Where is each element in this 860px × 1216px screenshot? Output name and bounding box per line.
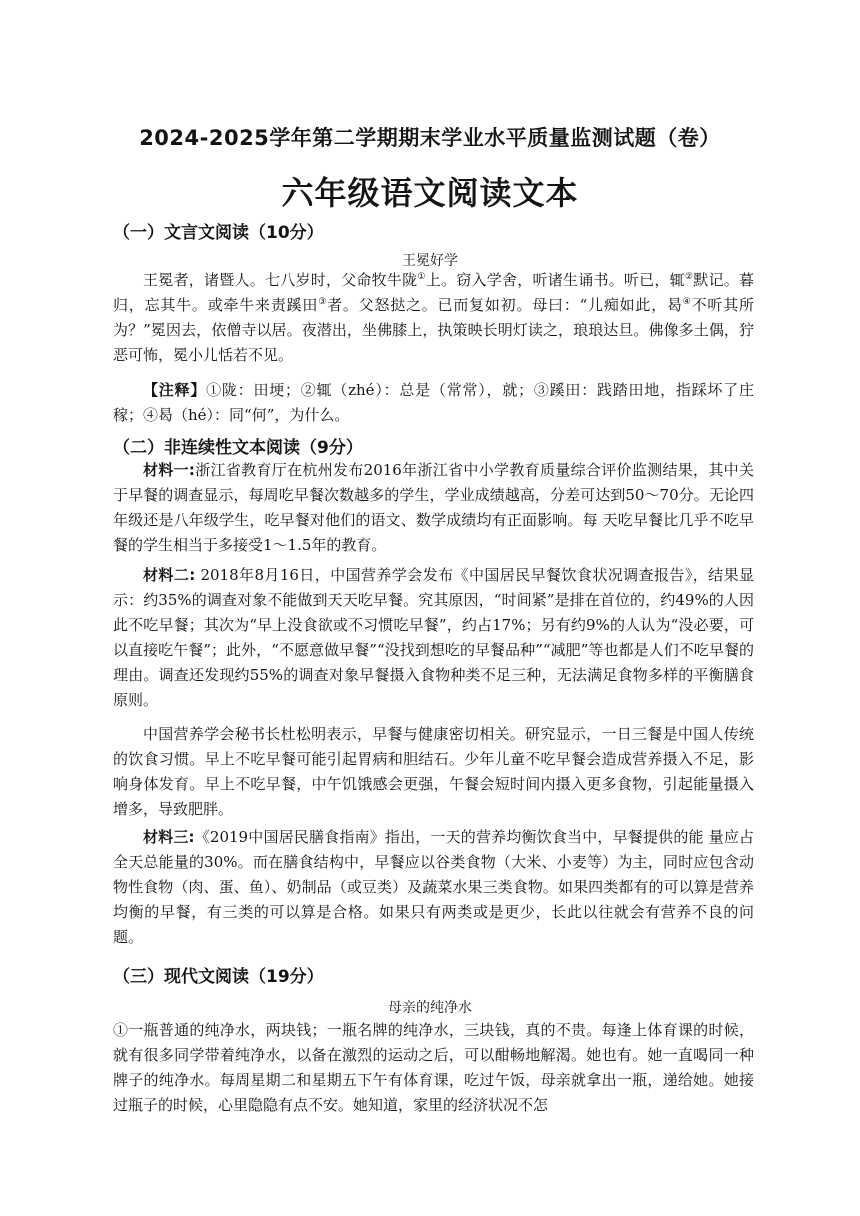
section-heading-modern: （三）现代文阅读（19分）: [113, 967, 324, 987]
material-two-continued: 中国营养学会秘书长杜松明表示，早餐与健康密切相关。研究显示，一日三餐是中国人传统的饮食习惯。早上不吃早餐可能引起胃病和胆结石。少年儿童不吃早餐会造成营养摄入不足，影响身体发育。早上不吃早餐，中午饥饿感会更强，午餐会短时间内摄入更多食物，引起能量摄入增多，导致肥胖。: [113, 725, 754, 818]
page-subtitle: 六年级语文阅读文本: [281, 174, 579, 212]
classical-passage: 王冕者，诸暨人。七八岁时，父命牧牛陇①上。窃入学舍，听诸生诵书。听已，辄②默记。暮归，忘其牛。或牵牛来责蹊田③者。父怒挞之。已而复如初。母曰：“儿痴如此，曷④不听其所为？”冕因去，依僧寺以居。夜潜出，坐佛膝上，执策映长明灯读之，琅琅达旦。佛像多土偶，狞恶可怖，冕小儿恬若不见。: [113, 271, 754, 364]
exam-title: 2024-2025学年第二学期期末学业水平质量监测试题（卷）: [139, 126, 721, 150]
annotation-note: 【注释】①陇：田埂；②辄（zhé）：总是（常常），就；③蹊田：践踏田地，指踩坏了庄稼；④曷（hé）：同“何”，为什么。: [113, 381, 754, 424]
material-three: 材料三:《2019中国居民膳食指南》指出，一天的营养均衡饮食当中，早餐提供的能 量应占全天总能量的30%。而在膳食结构中，早餐应以谷类食物（大米、小麦等）为主，同时应包含动物性食物（肉、蛋、鱼）、奶制品（或豆类）及蔬菜水果三类食物。如果四类都有的可以算是营养均衡的早餐，有三类的可以算是合格。如果只有两类或是更少，长此以往就会有营养不良的问题。: [113, 828, 754, 946]
section-heading-nonlinear: （二）非连续性文本阅读（9分）: [113, 438, 363, 458]
passage-title-mother-water: 母亲的纯净水: [388, 1000, 472, 1016]
modern-passage-paragraph-1: ①一瓶普通的纯净水，两块钱；一瓶名牌的纯净水，三块钱，真的不贵。每逢上体育课的时候，就有很多同学带着纯净水，以备在激烈的运动之后，可以酣畅地解渴。她也有。她一直喝同一种牌子的纯净水。每周星期二和星期五下午有体育课，吃过午饭，母亲就拿出一瓶，递给她。她接过瓶子的时候，心里隐隐有点不安。她知道，家里的经济状况不怎: [113, 1021, 754, 1114]
material-one: 材料一:浙江省教育厅在杭州发布2016年浙江省中小学教育质量综合评价监测结果，其中关于早餐的调查显示，每周吃早餐次数越多的学生，学业成绩越高，分差可达到50～70分。无论四年级还是八年级学生，吃早餐对他们的语文、数学成绩均有正面影响。每 天吃早餐比几乎不吃早餐的学生相当于多接受1～1.5年的教育。: [113, 461, 754, 554]
passage-title-wang-mian: 王冕好学: [402, 253, 458, 269]
section-heading-classical: （一）文言文阅读（10分）: [113, 223, 324, 243]
material-two: 材料二: 2018年8月16日，中国营养学会发布《中国居民早餐饮食状况调查报告》，结果显示：约35%的调查对象不能做到天天吃早餐。究其原因，“时间紧”是排在首位的，约49%的人因此不吃早餐；其次为“早上没食欲或不习惯吃早餐”，约占17%；另有约9%的人认为“没必要，可以直接吃午餐”；此外，“不愿意做早餐”“没找到想吃的早餐品种”“减肥”等也都是人们不吃早餐的理由。调查还发现约55%的调查对象早餐摄入食物种类不足三种，无法满足食物多样的平衡膳食原则。: [113, 566, 755, 709]
